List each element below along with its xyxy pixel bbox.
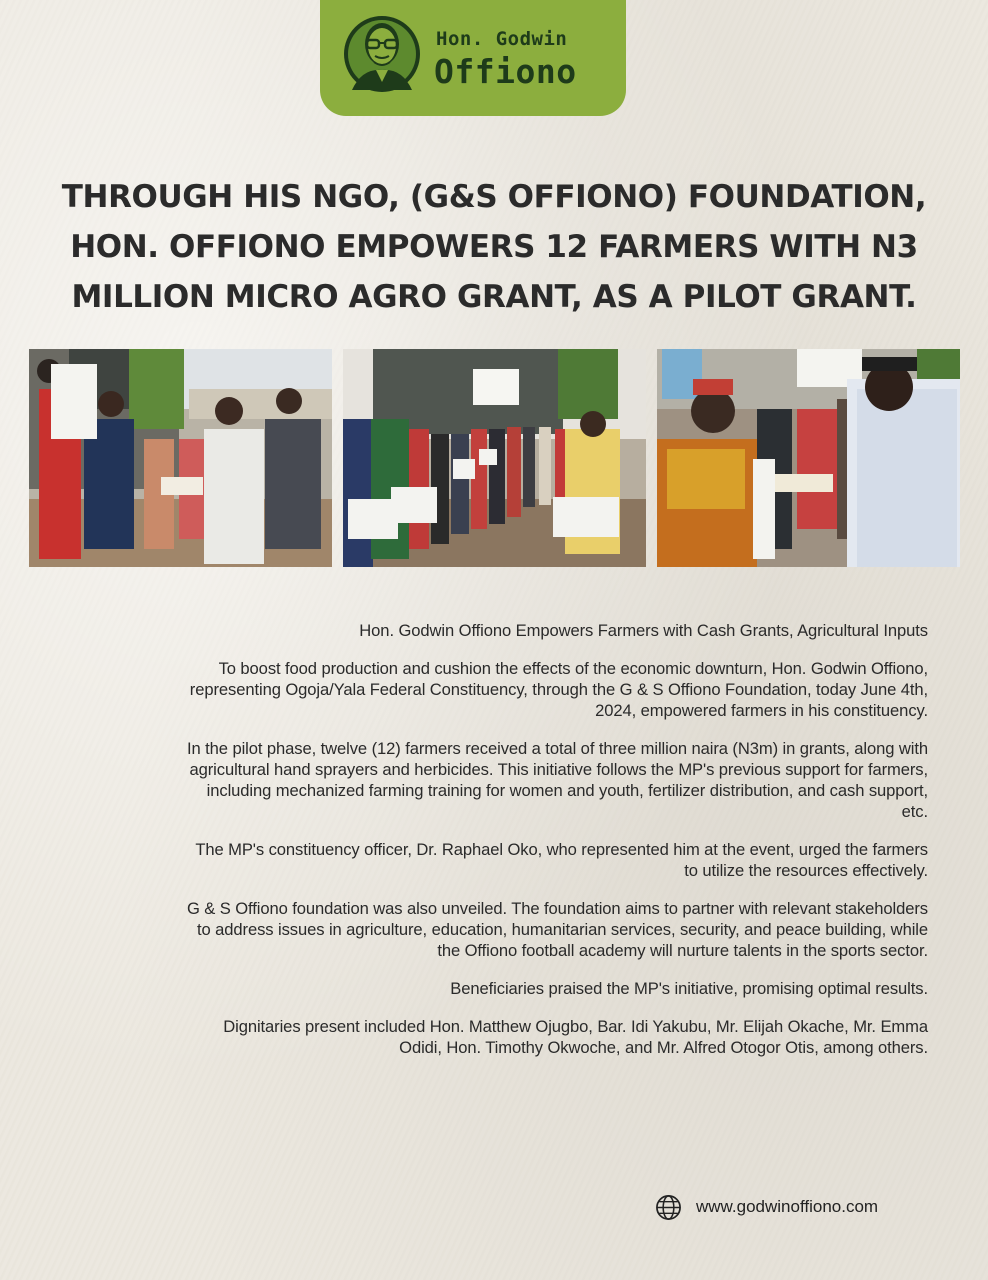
article-paragraph	[50, 978, 928, 999]
article-line: etc.	[901, 802, 928, 821]
logo-banner	[320, 0, 626, 116]
headline	[40, 172, 948, 322]
website-link[interactable]	[655, 1193, 878, 1221]
headline-line: MILLION MICRO AGRO GRANT, AS A PILOT GRANT.	[71, 279, 917, 315]
website-url[interactable]: www.godwinoffiono.com	[696, 1197, 879, 1216]
article-line: to address issues in agriculture, education, humanitarian services, security, and peace building, while	[197, 920, 928, 939]
article-line: G & S Offiono foundation was also unveiled. The foundation aims to partner with relevant stakeholders	[186, 899, 928, 918]
article-paragraph	[50, 738, 928, 822]
photo-grant-handover-2	[657, 349, 960, 567]
article-subtitle	[50, 620, 928, 641]
article-line: In the pilot phase, twelve (12) farmers received a total of three million naira (N3m) in grants, along with	[187, 739, 928, 758]
article-line: Beneficiaries praised the MP's initiative, promising optimal results.	[450, 979, 928, 998]
article-line: the Offiono football academy will nurture talents in the sports sector.	[437, 941, 928, 960]
article-line: to utilize the resources effectively.	[684, 861, 928, 880]
article-line: agricultural hand sprayers and herbicides. This initiative follows the MP's previous support for farmers,	[189, 760, 928, 779]
article-body	[50, 620, 928, 1075]
article-line: Dignitaries present included Hon. Matthew Ojugbo, Bar. Idi Yakubu, Mr. Elijah Okache, Mr. Emma	[223, 1017, 928, 1036]
photo-farmers-lineup	[343, 349, 646, 567]
article-line: 2024, empowered farmers in his constituency.	[595, 701, 928, 720]
portrait-icon	[342, 10, 422, 102]
article-paragraph	[50, 898, 928, 961]
article-line: including mechanized farming training for women and youth, fertilizer distribution, and cash support,	[206, 781, 928, 800]
article-line: Hon. Godwin Offiono Empowers Farmers with Cash Grants, Agricultural Inputs	[359, 621, 928, 640]
article-line: To boost food production and cushion the effects of the economic downturn, Hon. Godwin Offiono,	[218, 659, 928, 678]
article-paragraph	[50, 1016, 928, 1058]
logo-name-small: Hon. Godwin	[436, 28, 568, 50]
headline-line: THROUGH HIS NGO, (G&S OFFIONO) FOUNDATION,	[61, 179, 927, 215]
headline-line: HON. OFFIONO EMPOWERS 12 FARMERS WITH N3	[70, 229, 918, 265]
article-line: representing Ogoja/Yala Federal Constituency, through the G & S Offiono Foundation, today June 4th,	[189, 680, 928, 699]
article-paragraph	[50, 839, 928, 881]
globe-icon	[655, 1194, 682, 1221]
logo-name-big: Offiono	[434, 52, 577, 91]
article-paragraph	[50, 658, 928, 721]
article-line: The MP's constituency officer, Dr. Raphael Oko, who represented him at the event, urged the farmers	[195, 840, 928, 859]
photo-grant-handover-1	[29, 349, 332, 567]
article-line: Odidi, Hon. Timothy Okwoche, and Mr. Alfred Otogor Otis, among others.	[399, 1038, 928, 1057]
